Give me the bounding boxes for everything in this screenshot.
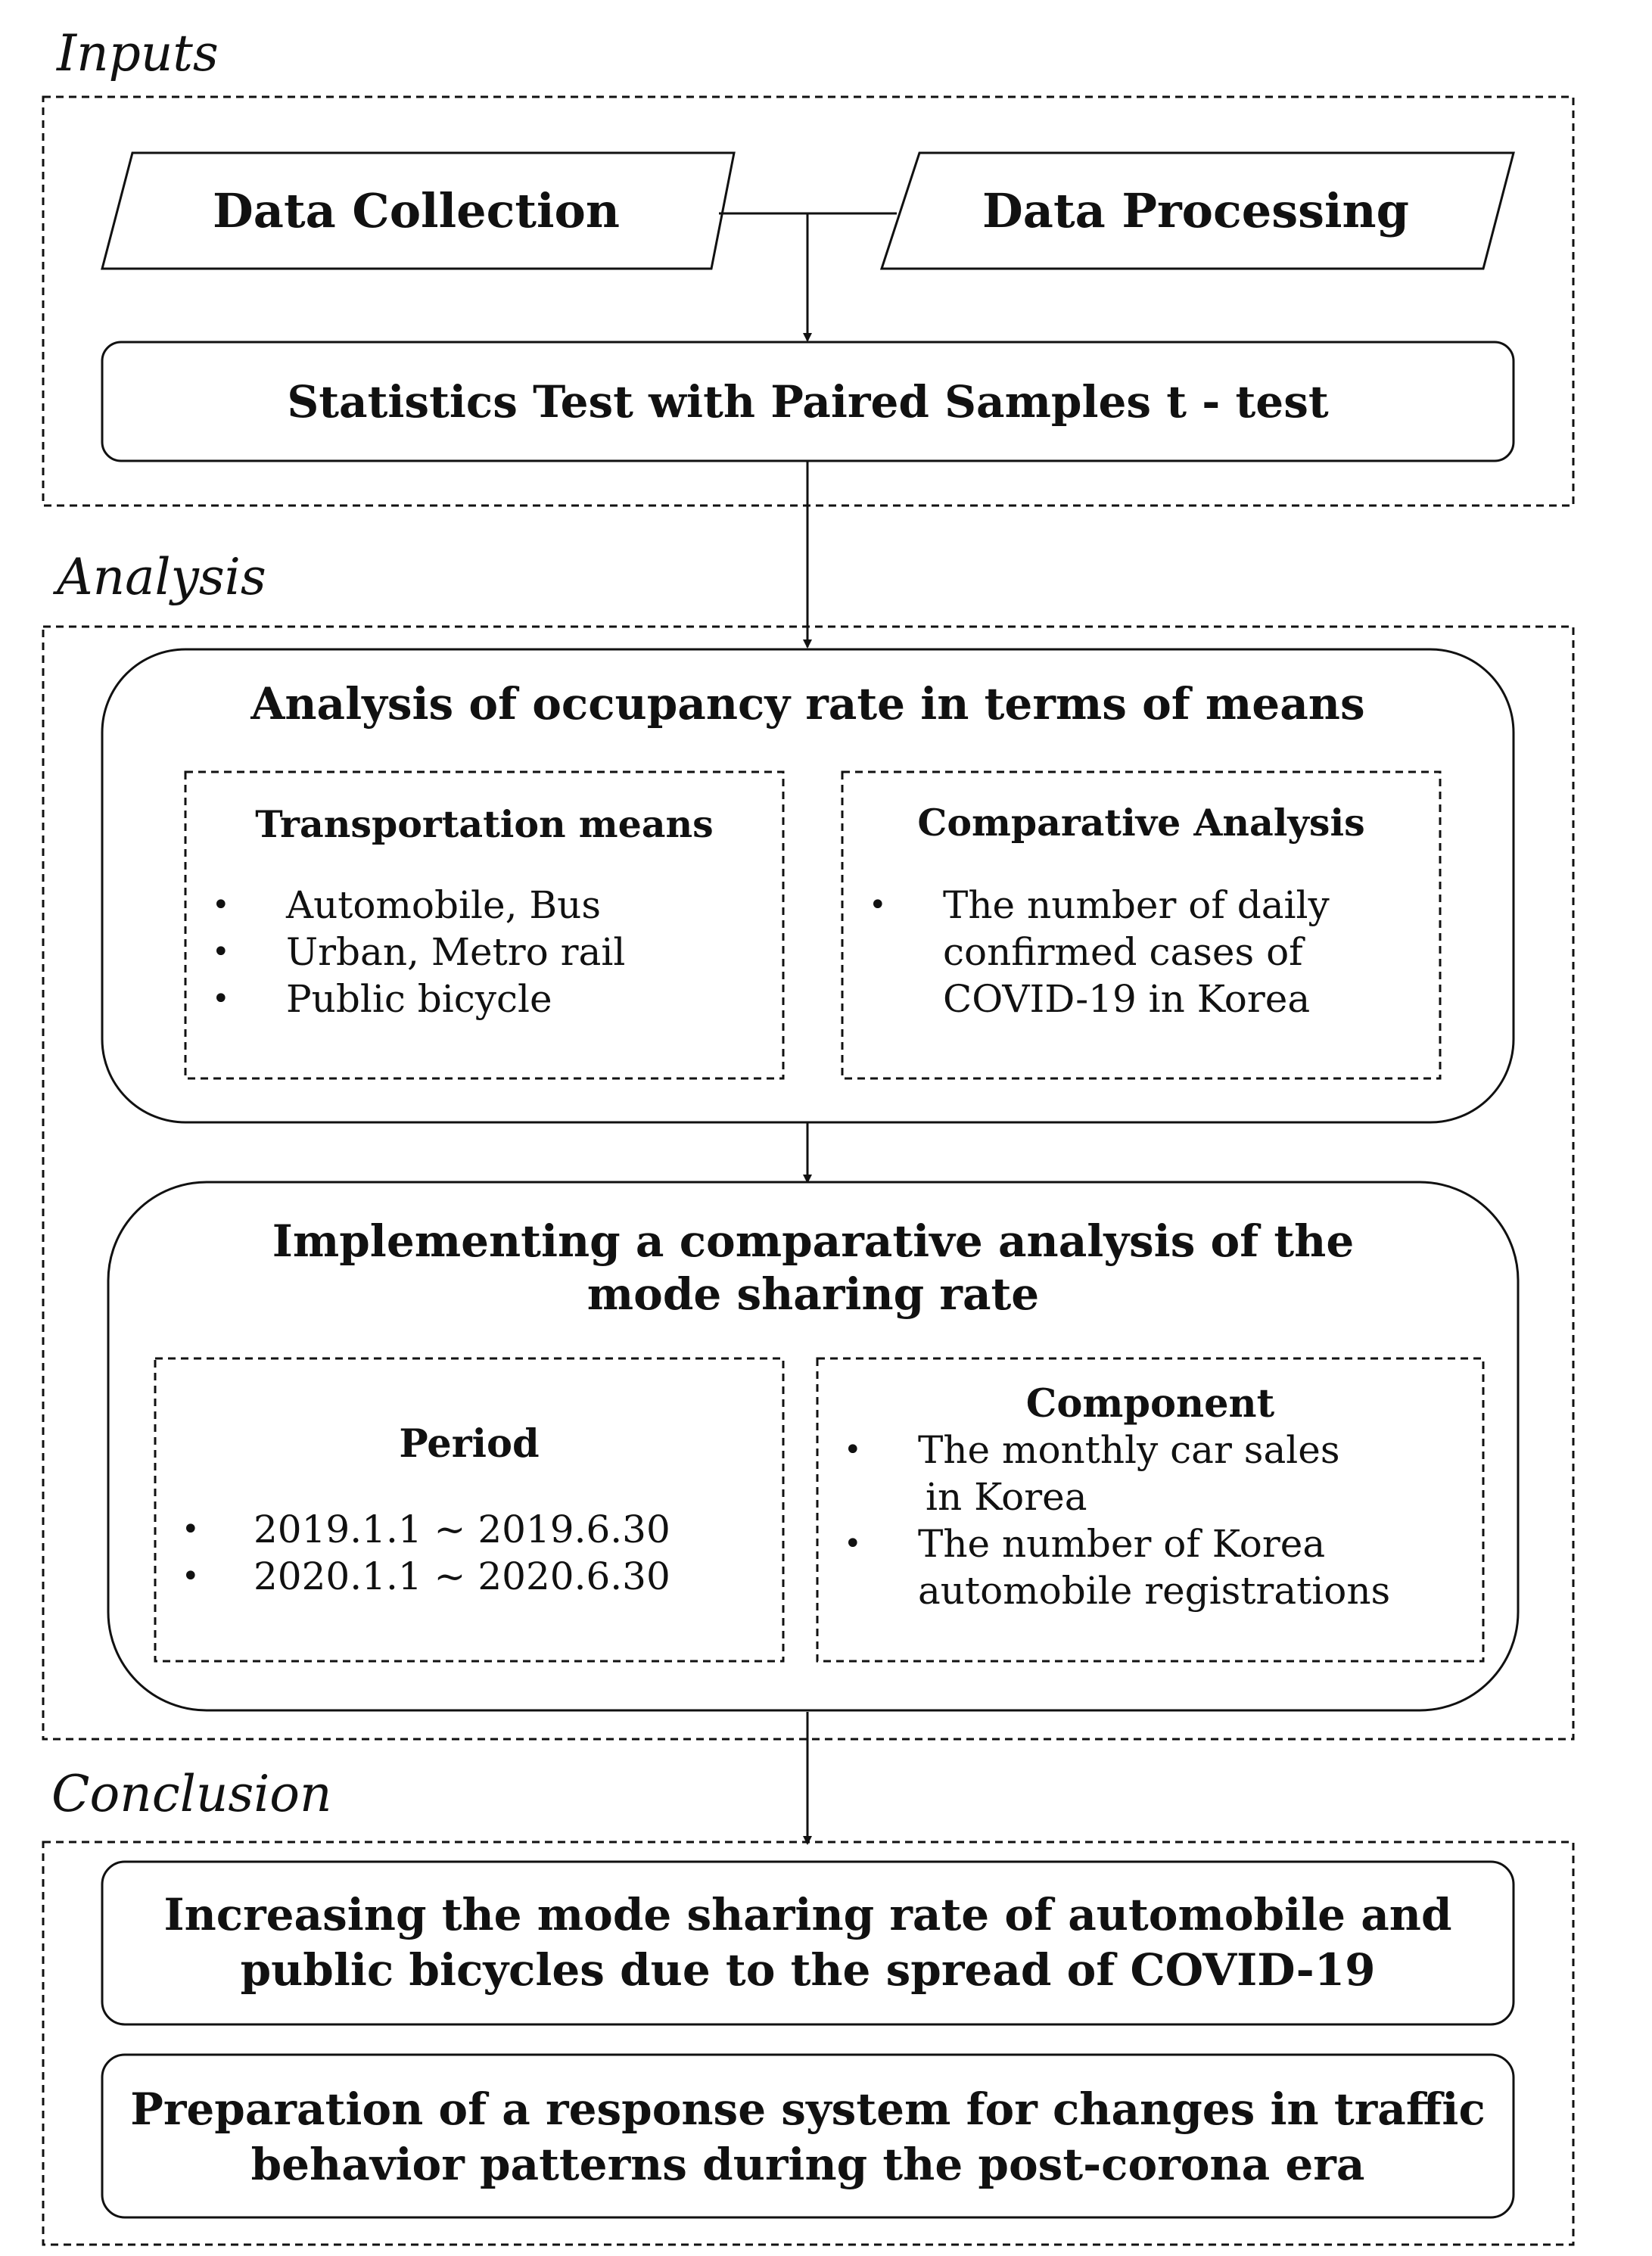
bullet-marker: • xyxy=(212,888,230,923)
comparative-analysis-heading: Comparative Analysis xyxy=(917,801,1365,845)
bullet-marker: • xyxy=(844,1433,862,1467)
bullet-marker: • xyxy=(182,1559,200,1594)
bullet-marker: • xyxy=(212,982,230,1016)
list-item xyxy=(869,976,1429,1022)
conclusion-box-1-line1: Increasing the mode sharing rate of automobile and xyxy=(163,1889,1452,1940)
list-item xyxy=(212,929,772,976)
inputs-section-label: Inputs xyxy=(57,24,219,82)
list-item xyxy=(182,1553,772,1600)
conclusion-box-2-line1: Preparation of a response system for changes in traffic xyxy=(130,2083,1486,2135)
list-item xyxy=(212,882,772,929)
period-list xyxy=(182,1506,772,1600)
list-item xyxy=(869,929,1429,976)
list-item xyxy=(182,1506,772,1553)
component-item-text: in Korea xyxy=(926,1475,1087,1519)
conclusion-section-label: Conclusion xyxy=(51,1765,332,1823)
bullet-marker: • xyxy=(182,1512,200,1547)
list-item xyxy=(844,1567,1472,1614)
component-item-text: The number of Korea xyxy=(918,1522,1326,1566)
list-item xyxy=(844,1473,1472,1520)
bullet-marker: • xyxy=(844,1526,862,1561)
list-item xyxy=(844,1427,1472,1473)
period-heading: Period xyxy=(399,1421,540,1467)
component-heading: Component xyxy=(1025,1381,1275,1427)
comparative-item-text: COVID-19 in Korea xyxy=(943,977,1311,1021)
transportation-item-text: Public bicycle xyxy=(286,977,552,1021)
transportation-means-list xyxy=(212,882,772,1022)
bullet-marker: • xyxy=(869,888,887,923)
period-item-text: 2019.1.1 ~ 2019.6.30 xyxy=(254,1508,670,1551)
comparative-analysis-list xyxy=(869,882,1429,1022)
transportation-means-heading: Transportation means xyxy=(255,802,714,846)
data-collection-label: Data Collection xyxy=(213,183,620,238)
mode-sharing-title-line2: mode sharing rate xyxy=(586,1268,1040,1320)
occupancy-title: Analysis of occupancy rate in terms of means xyxy=(250,678,1365,730)
component-item-text: The monthly car sales xyxy=(918,1428,1340,1472)
transportation-item-text: Automobile, Bus xyxy=(286,883,601,927)
list-item xyxy=(869,882,1429,929)
list-item xyxy=(844,1520,1472,1567)
period-item-text: 2020.1.1 ~ 2020.6.30 xyxy=(254,1554,670,1598)
mode-sharing-title-line1: Implementing a comparative analysis of the xyxy=(272,1215,1355,1267)
conclusion-box-2-line2: behavior patterns during the post-corona era xyxy=(250,2139,1365,2190)
comparative-item-text: The number of daily xyxy=(943,883,1330,927)
statistics-test-label: Statistics Test with Paired Samples t - test xyxy=(287,375,1329,428)
conclusion-box-1-line2: public bicycles due to the spread of COVID-19 xyxy=(240,1944,1376,1996)
comparative-item-text: confirmed cases of xyxy=(943,930,1303,974)
conclusion-box-2-shape xyxy=(102,2055,1514,2217)
analysis-section-label: Analysis xyxy=(57,548,266,606)
data-processing-label: Data Processing xyxy=(982,183,1409,238)
transportation-item-text: Urban, Metro rail xyxy=(286,930,626,974)
bullet-marker: • xyxy=(212,935,230,969)
component-item-text: automobile registrations xyxy=(918,1569,1391,1613)
list-item xyxy=(212,976,772,1022)
component-list xyxy=(844,1427,1472,1614)
